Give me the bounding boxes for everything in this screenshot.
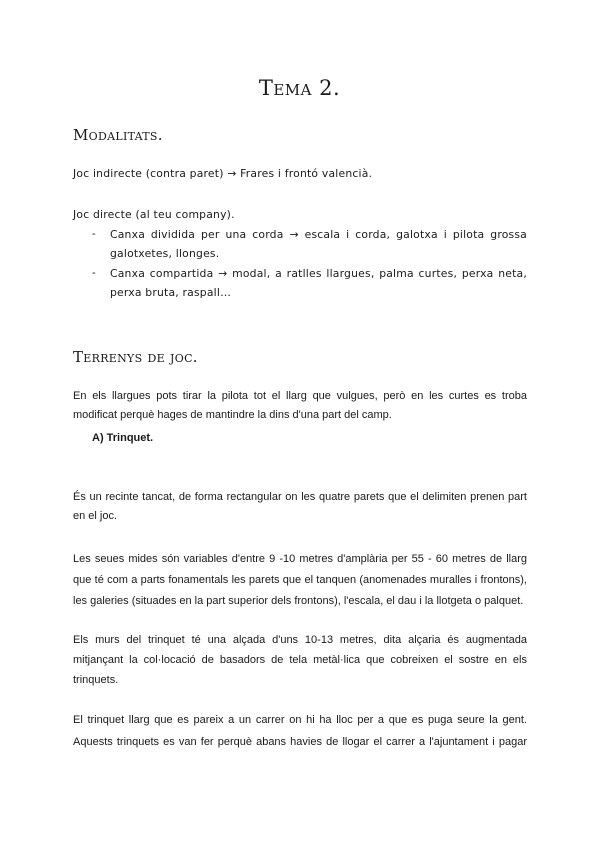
section-heading-modalitats: Modalitats. bbox=[73, 126, 163, 144]
subheading-trinquet: A) Trinquet. bbox=[92, 432, 154, 444]
paragraph-line: en el joc. bbox=[73, 510, 118, 522]
paragraph-line: que té com a parts fonamentals les parets que el tanquen (anomenades muralles i frontons), bbox=[73, 574, 527, 586]
paragraph-line: trinquets. bbox=[73, 674, 119, 686]
paragraph-line: Aquests trinquets es van fer perquè abans havies de llogar el carrer a l'ajuntament i pagar bbox=[73, 736, 527, 748]
section-heading-terrenys: Terrenys de joc. bbox=[73, 348, 198, 366]
paragraph-joc-directe: Joc directe (al teu company). bbox=[73, 208, 235, 221]
paragraph-line: En els llargues pots tirar la pilota tot el llarg que vulgues, però en les curtes es troba bbox=[73, 390, 527, 402]
paragraph-line: les galeries (situades en la part superior dels frontons), l'escala, el dau i la llotgeta o palquet. bbox=[73, 595, 524, 607]
list-item-line: Canxa dividida per una corda → escala i corda, galotxa i pilota grossa bbox=[110, 228, 527, 241]
list-item-line: Canxa compartida → modal, a ratlles llargues, palma curtes, perxa neta, bbox=[110, 267, 527, 280]
paragraph-line: mitjançant la col·locació de basadors de tela metàl·lica que cobreixen el sostre en els bbox=[73, 654, 527, 666]
bullet-dash: - bbox=[92, 267, 96, 279]
paragraph-line: Els murs del trinquet té una alçada d'uns 10-13 metres, dita alçaria és augmentada bbox=[73, 634, 527, 646]
paragraph-line: És un recinte tancat, de forma rectangular on les quatre parets que el delimiten prenen part bbox=[73, 491, 527, 503]
list-item-line: galotxetes, llonges. bbox=[110, 247, 220, 260]
page-title: Tema 2. bbox=[258, 76, 341, 100]
list-item-line: perxa bruta, raspall… bbox=[110, 286, 232, 299]
paragraph-line: Les seues mides són variables d'entre 9 -10 metres d'amplària per 55 - 60 metres de llarg bbox=[73, 553, 527, 565]
paragraph-line: El trinquet llarg que es pareix a un carrer on hi ha lloc per a que es puga seure la gent. bbox=[73, 714, 527, 726]
paragraph-line: modificat perquè hages de mantindre la dins d'una part del camp. bbox=[73, 409, 392, 421]
bullet-dash: - bbox=[92, 228, 96, 240]
paragraph-joc-indirecte: Joc indirecte (contra paret) → Frares i frontó valencià. bbox=[73, 167, 373, 180]
